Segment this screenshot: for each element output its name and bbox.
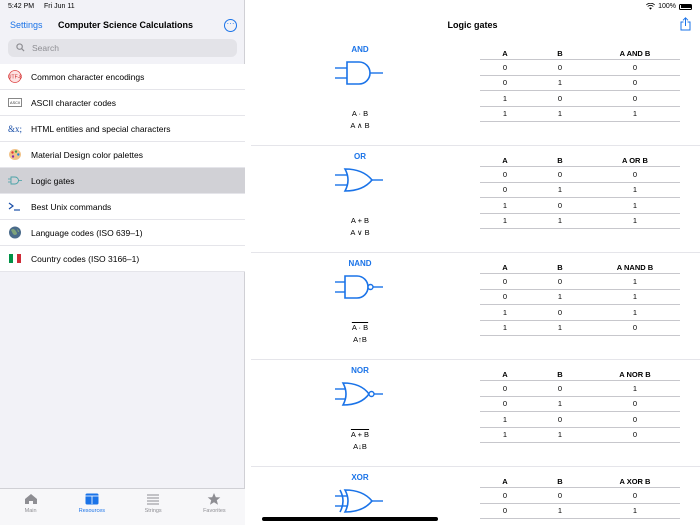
cell-b: 0 <box>557 383 563 393</box>
table-row <box>480 412 680 428</box>
cell-output: 1 <box>632 383 638 393</box>
list-item-ascii[interactable] <box>0 90 245 116</box>
cell-a: 0 <box>502 292 508 302</box>
ascii-icon <box>8 96 22 109</box>
col-a-header: A <box>502 156 508 165</box>
cell-b: 0 <box>557 307 563 317</box>
truth-table <box>480 155 680 229</box>
table-row <box>480 198 680 214</box>
cell-a: 0 <box>502 185 508 195</box>
cell-a: 1 <box>502 109 508 119</box>
col-output-header: A NAND B <box>616 263 654 272</box>
gate-name: NAND <box>348 259 372 268</box>
table-row <box>480 214 680 230</box>
gate-expression <box>300 429 420 441</box>
table-row <box>480 305 680 321</box>
sidebar-title: Computer Science Calculations <box>58 20 194 30</box>
table-row <box>480 381 680 397</box>
list-item-label: Material Design color palettes <box>31 149 143 160</box>
settings-back-button[interactable]: Settings <box>10 20 43 30</box>
list-item-material-palettes[interactable] <box>0 142 245 168</box>
col-b-header: B <box>557 156 563 165</box>
cell-a: 0 <box>502 490 508 500</box>
truth-table-header <box>480 476 680 488</box>
gate-expression-text: A + B <box>350 430 370 439</box>
battery-icon <box>679 4 692 10</box>
cell-output: 0 <box>632 490 638 500</box>
gate-name: XOR <box>351 473 369 482</box>
tab-label: Strings <box>144 508 162 514</box>
cell-output: 0 <box>632 399 638 409</box>
cell-output: 1 <box>632 200 638 210</box>
search-placeholder: Search <box>32 43 59 53</box>
truth-table <box>480 369 680 443</box>
tab-label: Resources <box>78 508 106 514</box>
table-row <box>480 397 680 413</box>
cell-output: 0 <box>632 93 638 103</box>
cell-b: 0 <box>557 414 563 424</box>
cell-output: 1 <box>632 276 638 286</box>
table-row <box>480 91 680 107</box>
cell-output: 1 <box>632 109 638 119</box>
status-time: 5:42 PM <box>8 3 35 10</box>
cell-a: 0 <box>502 78 508 88</box>
gate-expression-alt: A ∧ B <box>350 121 370 130</box>
cell-a: 1 <box>502 323 508 333</box>
truth-table <box>480 48 680 122</box>
col-output-header: A NOR B <box>619 370 651 379</box>
cell-output: 1 <box>632 292 638 302</box>
gate-expression: A + B <box>350 216 370 225</box>
cell-b: 1 <box>557 109 563 119</box>
col-a-header: A <box>502 477 508 486</box>
star-icon <box>207 493 221 505</box>
table-row <box>480 274 680 290</box>
list-item-country-codes[interactable] <box>0 246 245 272</box>
terminal-icon <box>8 200 22 213</box>
col-output-header: A OR B <box>622 156 648 165</box>
cell-b: 0 <box>557 62 563 72</box>
home-icon <box>24 493 38 505</box>
cell-a: 1 <box>502 93 508 103</box>
truth-table-header <box>480 48 680 60</box>
table-row <box>480 183 680 199</box>
cell-b: 0 <box>557 490 563 500</box>
nor-gate-icon <box>335 380 385 408</box>
cell-a: 0 <box>502 62 508 72</box>
tab-label: Main <box>24 508 37 514</box>
cell-output: 1 <box>632 216 638 226</box>
truth-table-header <box>480 369 680 381</box>
cell-output: 1 <box>632 506 638 516</box>
palette-icon <box>8 148 22 161</box>
gate-expression-alt: A↑B <box>353 335 367 344</box>
cell-a: 0 <box>502 399 508 409</box>
cell-output: 0 <box>632 62 638 72</box>
home-indicator[interactable] <box>262 517 438 521</box>
cell-b: 1 <box>557 78 563 88</box>
logic-gate-icon <box>8 174 22 187</box>
cell-output: 0 <box>632 414 638 424</box>
cell-b: 0 <box>557 93 563 103</box>
svg-text:ASCII: ASCII <box>10 101 20 105</box>
more-options-icon[interactable]: ··· <box>224 19 237 32</box>
nand-gate-icon <box>335 273 385 301</box>
cell-a: 0 <box>502 506 508 516</box>
list-item-logic-gates[interactable] <box>0 168 245 194</box>
list-item-language-codes[interactable] <box>0 220 245 246</box>
table-row <box>480 107 680 123</box>
gate-section-or <box>245 146 700 253</box>
list-item-character-encodings[interactable] <box>0 64 245 90</box>
gate-name: AND <box>351 45 369 54</box>
share-icon[interactable] <box>680 17 691 31</box>
table-row <box>480 488 680 504</box>
table-row <box>480 504 680 520</box>
globe-icon <box>8 226 22 239</box>
html-entity-icon <box>8 122 22 135</box>
cell-a: 1 <box>502 200 508 210</box>
cell-b: 0 <box>557 276 563 286</box>
tab-label: Favorites <box>203 508 226 514</box>
wifi-icon <box>646 3 655 10</box>
cell-b: 1 <box>557 185 563 195</box>
cell-b: 1 <box>557 399 563 409</box>
list-item-label: Country codes (ISO 3166–1) <box>31 253 140 264</box>
gate-expression-text: A · B <box>351 323 369 332</box>
cell-b: 0 <box>557 169 563 179</box>
truth-table-header <box>480 262 680 274</box>
cell-a: 1 <box>502 307 508 317</box>
cell-output: 1 <box>632 185 638 195</box>
gate-name: NOR <box>351 366 369 375</box>
cell-a: 1 <box>502 216 508 226</box>
col-b-header: B <box>557 49 563 58</box>
cell-b: 1 <box>557 323 563 333</box>
battery-percent: 100% <box>658 3 676 10</box>
col-b-header: B <box>557 263 563 272</box>
table-row <box>480 321 680 337</box>
gate-expression <box>300 322 420 334</box>
list-item-unix-commands[interactable] <box>0 194 245 220</box>
cell-a: 0 <box>502 169 508 179</box>
cell-a: 0 <box>502 383 508 393</box>
truth-table <box>480 262 680 336</box>
search-field[interactable] <box>8 39 237 57</box>
cell-output: 0 <box>632 169 638 179</box>
cell-a: 0 <box>502 276 508 286</box>
cell-b: 1 <box>557 430 563 440</box>
cell-output: 0 <box>632 430 638 440</box>
sidebar <box>0 0 245 525</box>
list-item-label: Language codes (ISO 639–1) <box>31 227 143 238</box>
col-a-header: A <box>502 370 508 379</box>
tab-resources[interactable] <box>61 489 122 525</box>
svg-text:UTF-8: UTF-8 <box>8 74 22 81</box>
col-a-header: A <box>502 49 508 58</box>
status-bar-left <box>8 3 83 10</box>
cell-b: 1 <box>557 506 563 516</box>
resource-list <box>0 64 245 272</box>
strings-icon <box>146 493 160 505</box>
truth-table <box>480 476 680 519</box>
flag-icon <box>8 252 22 265</box>
gate-name: OR <box>354 152 366 161</box>
status-bar-right <box>646 3 692 10</box>
list-item-label: Logic gates <box>31 175 75 186</box>
col-a-header: A <box>502 263 508 272</box>
cell-a: 1 <box>502 414 508 424</box>
utf8-icon <box>8 70 22 83</box>
search-icon <box>16 43 25 52</box>
resources-icon <box>85 493 99 505</box>
cell-output: 0 <box>632 323 638 333</box>
col-b-header: B <box>557 370 563 379</box>
list-item-label: ASCII character codes <box>31 97 117 108</box>
col-output-header: A XOR B <box>619 477 651 486</box>
and-gate-icon <box>335 59 385 87</box>
gate-section-and <box>245 39 700 146</box>
table-row <box>480 290 680 306</box>
truth-table-header <box>480 155 680 167</box>
table-row <box>480 167 680 183</box>
list-item-label: Common character encodings <box>31 71 145 82</box>
cell-output: 0 <box>632 78 638 88</box>
tab-strings[interactable] <box>123 489 184 525</box>
status-date: Fri Jun 11 <box>44 3 75 10</box>
col-b-header: B <box>557 477 563 486</box>
detail-pane <box>245 0 700 525</box>
table-row <box>480 428 680 444</box>
col-output-header: A AND B <box>619 49 651 58</box>
sidebar-nav-bar <box>0 16 245 36</box>
or-gate-icon <box>335 166 385 194</box>
table-row <box>480 76 680 92</box>
svg-text:&x;: &x; <box>8 124 22 134</box>
list-item-html-entities[interactable] <box>0 116 245 142</box>
gate-expression-alt: A ∨ B <box>350 228 370 237</box>
tab-favorites[interactable] <box>184 489 245 525</box>
table-row <box>480 60 680 76</box>
list-item-label: HTML entities and special characters <box>31 123 171 134</box>
gate-expression-alt: A↓B <box>353 442 367 451</box>
list-item-label: Best Unix commands <box>31 201 112 212</box>
tab-bar <box>0 488 245 525</box>
page-title: Logic gates <box>447 20 498 30</box>
gate-section-nand <box>245 253 700 360</box>
gate-expression: A · B <box>351 109 369 118</box>
cell-b: 0 <box>557 200 563 210</box>
xor-gate-icon <box>335 487 385 515</box>
tab-main[interactable] <box>0 489 61 525</box>
cell-output: 1 <box>632 307 638 317</box>
cell-b: 1 <box>557 216 563 226</box>
cell-b: 1 <box>557 292 563 302</box>
cell-a: 1 <box>502 430 508 440</box>
gate-section-nor <box>245 360 700 467</box>
